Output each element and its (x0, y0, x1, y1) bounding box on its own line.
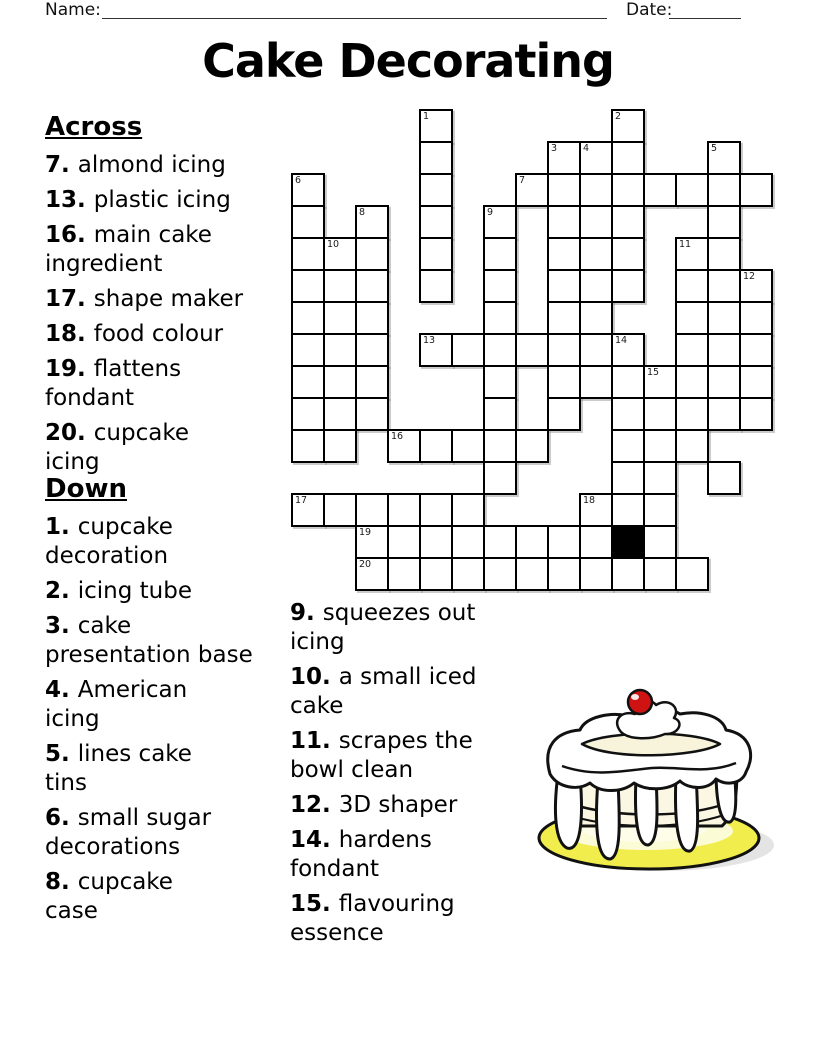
grid-cell[interactable] (323, 333, 357, 367)
across-clue-list (45, 151, 295, 477)
grid-cell[interactable] (291, 301, 325, 335)
grid-cell[interactable] (611, 333, 645, 367)
grid-cell[interactable] (643, 557, 677, 591)
down-clues-section-continued (290, 599, 520, 954)
grid-cell[interactable] (707, 365, 741, 399)
clue-number: 17. (45, 286, 94, 312)
grid-cell[interactable] (387, 429, 421, 463)
grid-cell[interactable] (675, 173, 709, 207)
grid-cell-black (611, 525, 645, 559)
grid-cell[interactable] (739, 269, 773, 303)
grid-cell[interactable] (323, 493, 357, 527)
grid-cell[interactable] (611, 237, 645, 271)
grid-cell[interactable] (547, 365, 581, 399)
cell-number: 14 (615, 335, 628, 346)
cell-number: 13 (423, 335, 436, 346)
grid-cell[interactable] (547, 269, 581, 303)
grid-cell[interactable] (451, 557, 485, 591)
grid-cell[interactable] (291, 333, 325, 367)
clue-number: 13. (45, 187, 94, 213)
grid-cell[interactable] (579, 333, 613, 367)
grid-cell[interactable] (355, 301, 389, 335)
grid-cell[interactable] (707, 269, 741, 303)
clue-number: 2. (45, 578, 78, 604)
grid-cell[interactable] (483, 461, 517, 495)
grid-cell[interactable] (483, 429, 517, 463)
grid-cell[interactable] (515, 557, 549, 591)
grid-cell[interactable] (707, 237, 741, 271)
clue-number: 18. (45, 321, 94, 347)
grid-cell[interactable] (483, 269, 517, 303)
cell-number: 6 (295, 175, 302, 186)
grid-cell[interactable] (547, 205, 581, 239)
grid-cell[interactable] (707, 397, 741, 431)
grid-cell[interactable] (419, 237, 453, 271)
grid-cell[interactable] (675, 333, 709, 367)
grid-cell[interactable] (547, 397, 581, 431)
grid-cell[interactable] (419, 333, 453, 367)
cell-number: 16 (391, 431, 404, 442)
cake-illustration (528, 682, 780, 882)
crossword-grid[interactable] (291, 109, 775, 593)
grid-cell[interactable] (419, 205, 453, 239)
date-label: Date: (626, 0, 673, 20)
clue-3: 3. cake presentation base (45, 613, 253, 668)
cell-number: 20 (359, 559, 372, 570)
clue-number: 8. (45, 869, 78, 895)
grid-cell[interactable] (323, 429, 357, 463)
grid-cell[interactable] (323, 365, 357, 399)
grid-cell[interactable] (515, 429, 549, 463)
grid-cell[interactable] (387, 557, 421, 591)
grid-cell[interactable] (707, 205, 741, 239)
grid-cell[interactable] (739, 173, 773, 207)
cell-number: 4 (583, 143, 590, 154)
cell-number: 15 (647, 367, 660, 378)
grid-cell[interactable] (611, 109, 645, 143)
grid-cell[interactable] (291, 173, 325, 207)
grid-cell[interactable] (579, 493, 613, 527)
clue-number: 7. (45, 152, 78, 178)
grid-cell[interactable] (547, 173, 581, 207)
grid-cell[interactable] (291, 397, 325, 431)
grid-cell[interactable] (323, 397, 357, 431)
cell-number: 19 (359, 527, 372, 538)
clue-15: 15. flavouring essence (290, 891, 455, 946)
grid-cell[interactable] (483, 397, 517, 431)
grid-cell[interactable] (547, 141, 581, 175)
grid-cell[interactable] (387, 493, 421, 527)
clue-number: 20. (45, 420, 94, 446)
grid-cell[interactable] (483, 237, 517, 271)
grid-cell[interactable] (323, 237, 357, 271)
cell-number: 10 (327, 239, 340, 250)
page-title: Cake Decorating (202, 34, 614, 88)
clue-7: 7. almond icing (45, 152, 226, 178)
grid-cell[interactable] (355, 365, 389, 399)
grid-cell[interactable] (611, 365, 645, 399)
grid-cell[interactable] (579, 365, 613, 399)
grid-cell[interactable] (355, 493, 389, 527)
grid-cell[interactable] (739, 365, 773, 399)
cell-number: 17 (295, 495, 308, 506)
grid-cell[interactable] (451, 525, 485, 559)
grid-cell[interactable] (547, 557, 581, 591)
grid-cell[interactable] (547, 301, 581, 335)
cell-number: 8 (359, 207, 366, 218)
clue-number: 11. (290, 728, 339, 754)
clue-20: 20. cupcake icing (45, 420, 189, 475)
grid-cell[interactable] (643, 397, 677, 431)
clue-1: 1. cupcake decoration (45, 514, 173, 569)
grid-cell[interactable] (675, 397, 709, 431)
clue-number: 1. (45, 514, 78, 540)
grid-cell[interactable] (483, 365, 517, 399)
clue-19: 19. flattens fondant (45, 356, 182, 411)
clue-2: 2. icing tube (45, 578, 193, 604)
clue-11: 11. scrapes the bowl clean (290, 728, 473, 783)
grid-cell[interactable] (739, 301, 773, 335)
grid-cell[interactable] (579, 301, 613, 335)
grid-cell[interactable] (707, 301, 741, 335)
grid-cell[interactable] (643, 525, 677, 559)
grid-cell[interactable] (515, 525, 549, 559)
clue-8: 8. cupcake case (45, 869, 173, 924)
grid-cell[interactable] (675, 365, 709, 399)
down-clue-list-right (290, 599, 520, 948)
grid-cell[interactable] (419, 141, 453, 175)
grid-cell[interactable] (291, 365, 325, 399)
grid-cell[interactable] (611, 493, 645, 527)
clue-number: 3. (45, 613, 78, 639)
grid-cell[interactable] (611, 141, 645, 175)
clue-4: 4. American icing (45, 677, 188, 732)
down-heading: Down (45, 474, 127, 504)
grid-cell[interactable] (643, 461, 677, 495)
grid-cell[interactable] (355, 333, 389, 367)
grid-cell[interactable] (451, 333, 485, 367)
clue-12: 12. 3D shaper (290, 792, 458, 818)
grid-cell[interactable] (707, 333, 741, 367)
grid-cell[interactable] (675, 557, 709, 591)
grid-cell[interactable] (579, 269, 613, 303)
cell-number: 12 (743, 271, 756, 282)
grid-cell[interactable] (739, 397, 773, 431)
across-clues-section (45, 112, 295, 483)
clue-number: 12. (290, 792, 339, 818)
grid-cell[interactable] (579, 173, 613, 207)
grid-cell[interactable] (611, 173, 645, 207)
grid-cell[interactable] (419, 557, 453, 591)
grid-cell[interactable] (483, 205, 517, 239)
cherry (628, 690, 652, 714)
grid-cell[interactable] (291, 269, 325, 303)
grid-cell[interactable] (611, 429, 645, 463)
grid-cell[interactable] (419, 525, 453, 559)
name-label: Name: (45, 0, 101, 20)
grid-cell[interactable] (419, 269, 453, 303)
grid-cell[interactable] (643, 429, 677, 463)
across-heading: Across (45, 112, 143, 142)
clue-number: 5. (45, 741, 78, 767)
grid-cell[interactable] (579, 141, 613, 175)
clue-13: 13. plastic icing (45, 187, 231, 213)
grid-cell[interactable] (323, 301, 357, 335)
down-clue-list-left (45, 513, 300, 926)
cell-number: 3 (551, 143, 558, 154)
grid-cell[interactable] (419, 429, 453, 463)
clue-10: 10. a small iced cake (290, 664, 477, 719)
down-clues-section (45, 474, 300, 932)
cell-number: 5 (711, 143, 718, 154)
clue-6: 6. small sugar decorations (45, 805, 212, 860)
grid-cell[interactable] (355, 525, 389, 559)
cell-number: 7 (519, 175, 526, 186)
grid-cell[interactable] (419, 109, 453, 143)
grid-cell[interactable] (291, 237, 325, 271)
grid-cell[interactable] (579, 205, 613, 239)
grid-cell[interactable] (483, 301, 517, 335)
cell-number: 11 (679, 239, 692, 250)
grid-cell[interactable] (419, 173, 453, 207)
grid-cell[interactable] (355, 269, 389, 303)
grid-cell[interactable] (355, 557, 389, 591)
grid-cell[interactable] (675, 237, 709, 271)
grid-cell[interactable] (643, 173, 677, 207)
cherry-highlight (631, 694, 639, 700)
grid-cell[interactable] (707, 173, 741, 207)
grid-cell[interactable] (579, 525, 613, 559)
grid-cell[interactable] (419, 493, 453, 527)
grid-cell[interactable] (547, 333, 581, 367)
clue-number: 9. (290, 600, 323, 626)
grid-cell[interactable] (483, 333, 517, 367)
grid-cell[interactable] (675, 429, 709, 463)
grid-cell[interactable] (579, 237, 613, 271)
grid-cell[interactable] (355, 237, 389, 271)
cell-number: 2 (615, 111, 622, 122)
grid-cell[interactable] (547, 525, 581, 559)
clue-17: 17. shape maker (45, 286, 244, 312)
grid-cell[interactable] (611, 397, 645, 431)
grid-cell[interactable] (579, 557, 613, 591)
grid-cell[interactable] (483, 525, 517, 559)
clue-16: 16. main cake ingredient (45, 222, 212, 277)
grid-cell[interactable] (515, 333, 549, 367)
grid-cell[interactable] (515, 173, 549, 207)
clue-number: 4. (45, 677, 78, 703)
clue-number: 14. (290, 827, 339, 853)
cell-number: 9 (487, 207, 494, 218)
grid-cell[interactable] (611, 269, 645, 303)
grid-cell[interactable] (707, 461, 741, 495)
date-input-line[interactable] (669, 18, 741, 19)
clue-14: 14. hardens fondant (290, 827, 432, 882)
grid-cell[interactable] (355, 397, 389, 431)
clue-number: 16. (45, 222, 94, 248)
cell-number: 18 (583, 495, 596, 506)
cell-number: 1 (423, 111, 430, 122)
grid-cell[interactable] (707, 141, 741, 175)
grid-cell[interactable] (387, 525, 421, 559)
clue-5: 5. lines cake tins (45, 741, 192, 796)
grid-cell[interactable] (675, 269, 709, 303)
clue-number: 6. (45, 805, 78, 831)
grid-cell[interactable] (643, 365, 677, 399)
grid-cell[interactable] (675, 301, 709, 335)
grid-cell[interactable] (291, 205, 325, 239)
name-input-line[interactable] (102, 18, 607, 19)
grid-cell[interactable] (611, 461, 645, 495)
clue-9: 9. squeezes out icing (290, 600, 476, 655)
clue-number: 19. (45, 356, 94, 382)
grid-cell[interactable] (611, 205, 645, 239)
grid-cell[interactable] (355, 205, 389, 239)
clue-number: 15. (290, 891, 339, 917)
grid-cell[interactable] (291, 429, 325, 463)
grid-cell[interactable] (739, 333, 773, 367)
grid-cell[interactable] (483, 557, 517, 591)
grid-cell[interactable] (611, 557, 645, 591)
grid-cell[interactable] (323, 269, 357, 303)
clue-18: 18. food colour (45, 321, 224, 347)
grid-cell[interactable] (451, 493, 485, 527)
grid-cell[interactable] (643, 493, 677, 527)
grid-cell[interactable] (547, 237, 581, 271)
grid-cell[interactable] (451, 429, 485, 463)
clue-number: 10. (290, 664, 339, 690)
